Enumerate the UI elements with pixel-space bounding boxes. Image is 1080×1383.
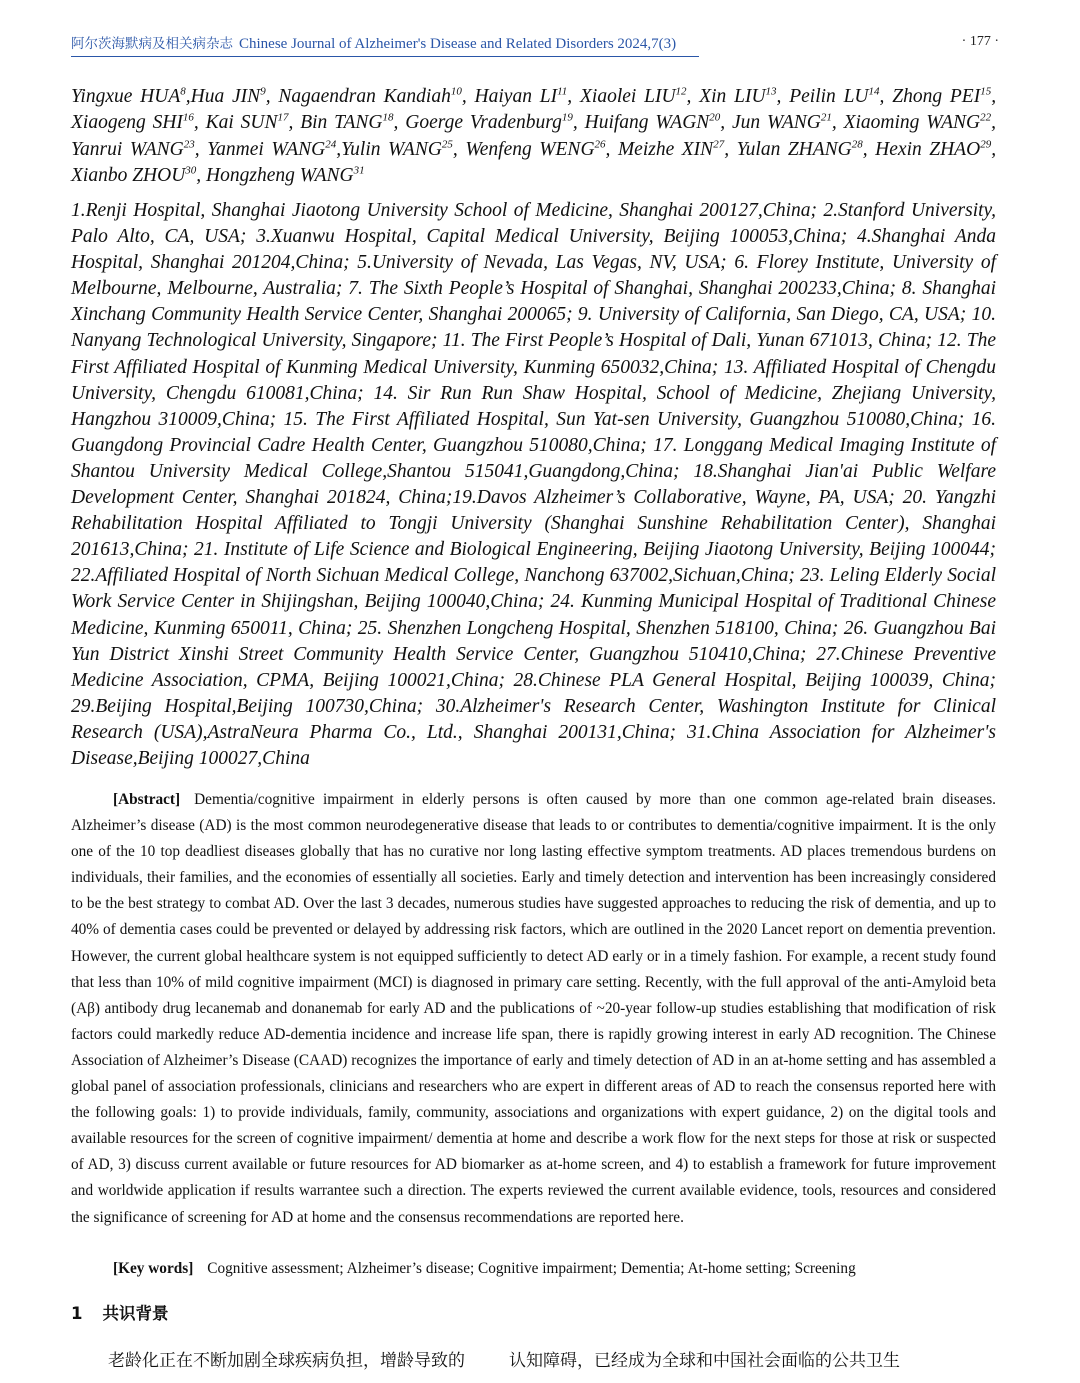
running-header [71,32,1071,56]
author-name: Bin TANG [300,112,383,134]
author-name: Yulan ZHANG [736,138,852,160]
author [789,86,879,107]
author-affiliation-ref: 20 [709,111,721,124]
author [71,112,194,133]
author [618,139,724,160]
body-paragraph [108,1347,998,1375]
author [206,165,365,186]
author [737,139,863,160]
author-name: Meizhe XIN [617,138,714,160]
author [844,112,992,133]
author-affiliation-ref: 14 [868,85,880,98]
abstract-label: [Abstract] [113,791,181,808]
author [341,139,453,160]
journal-title [71,32,676,53]
author-affiliation-ref: 17 [277,111,289,124]
section-heading [71,1300,168,1324]
page-number: · 177 · [961,34,999,49]
author [278,86,461,107]
author-affiliation-ref: 15 [980,85,992,98]
author-list: Yingxue HUA$^8$,Hua JIN$^9$, Nagaendran Kandiah$^{10}$, Haiyan LI$^{11}$, Xiaolei LIU$^{12}$, Xin LIU$^{13}$, Peilin LU$^{14}$, Zhong PEI$^{15}$, Xiaogeng SHI$^{16}$, Kai SUN$^{17}$, Bin TANG$^{18}$, Goerge Vradenburg$^{19}$, Huifang WAGN$^{20}$, Jun WANG$^{21}$, Xiaoming WANG$^{22}$, Yanrui WANG$^{23}$, Yanmei WANG$^{24}$,Yulin WANG$^{25}$, Wenfeng WENG$^{26}$, Meizhe XIN$^{27}$, Yulan ZHANG$^{28}$, Hexin ZHAO$^{29}$, Xianbo ZHOU$^{30}$, Hongzheng WANG$^{31}$ [71,85,997,187]
keywords [113,1256,993,1282]
author [405,112,573,133]
author [191,86,266,107]
author-affiliation-ref: 21 [820,111,832,124]
author-name: Xiaogeng SHI [71,112,183,134]
keywords-text: Cognitive assessment; Alzheimer’s disease; Cognitive impairment; Dementia; At-home setting; Screening [207,1260,856,1277]
author [465,139,605,160]
author-name: Hexin ZHAO [875,138,981,160]
abstract-text: Dementia/cognitive impairment in elderly persons is often caused by more than one common age-related brain diseases. Alzheimer’s disease (AD) is the most common neurodegenerative disease that leads to or contributes to dementia/cognitive impairment. It is the only one of the 10 top deadliest diseases globally that has no curative nor long lasting effective symptom treatments. AD places tremendous burdens on individuals, their families, and the economies of essentially all societies. Early and timely detection and intervention has been increasingly considered to be the best strategy to combat AD. Over the last 3 decades, numerous studies have suggested approaches to reducing the risk of dementia, and up to 40% of dementia cases could be prevented or delayed by addressing risk factors, which are outlined in the 2020 Lancet report on dementia prevention. However, the current global healthcare system is not equipped sufficiently to detect AD early or in a timely fashion. For example, a recent study found that less than 10% of mild cognitive impairment (MCI) is diagnosed in primary care setting. Recently, with the full approval of the anti-Amyloid beta (Aβ) antibody drug lecanemab and donanemab for early AD and the publications of ~20-year follow-up studies establishing that modification of risk factors could markedly reduce AD-dementia incidence and increase life span, there is rapidly growing interest in early AD recognition. The Chinese Association of Alzheimer’s Disease (CAAD) recognizes the importance of early and timely detection of AD in an at-home setting and has assembled a global panel of association professionals, clinicians and researchers who are expert in different areas of AD to reach the consensus reported here with the following goals: 1) to provide individuals, family, community, associations and organizations with expert guidance, 2) on the digital tools and available resources for the screen of cognitive impairment/ dementia at home and describe a work flow for the next steps for those at risk or suspected of AD, 3) discuss current available or future resources for AD biomarker as at-home screen, and 4) to establish a framework for future improvement and worldwide application if results warrantee such a direction. The experts reviewed the current available evidence, tools, resources and considered the significance of screening for AD at home and the consensus recommendations are reported here. [71,791,996,1226]
journal-title-en: Chinese Journal of Alzheimer's Disease and Related Disorders 2024,7(3) [239,36,677,52]
author-name: Hongzheng WANG [206,165,354,187]
author-affiliation-ref: 28 [851,138,863,151]
author-affiliation-ref: 27 [713,138,725,151]
author-affiliation-ref: 9 [260,85,266,98]
author-affiliation-ref: 25 [441,138,453,151]
author-affiliation-ref: 29 [980,138,992,151]
author [300,112,393,133]
journal-title-cn: 阿尔茨海默病及相关病杂志 [71,36,233,52]
author-name: Nagaendran Kandiah [278,86,451,107]
author-affiliation-ref: 10 [450,85,462,98]
author-name: Xin LIU [699,86,766,107]
author-name: Kai SUN [205,112,278,134]
author-affiliation-ref: 31 [353,164,365,177]
author-name: Yulin WANG [341,138,442,160]
keywords-label: [Key words] [113,1260,194,1277]
author [206,112,289,133]
author [585,112,721,133]
author [71,86,186,107]
author [580,86,687,107]
author-name: Zhong PEI [892,86,981,107]
author-affiliation-ref: 8 [180,85,186,98]
author-affiliation-ref: 30 [185,164,197,177]
header-rule [71,56,699,57]
author-name: Yanmei WANG [207,138,326,160]
author-name: Yingxue HUA [71,86,181,107]
author-affiliation-ref: 18 [382,111,394,124]
author-affiliation-ref: 22 [980,111,992,124]
author-affiliation-ref: 19 [561,111,573,124]
author-name: Yanrui WANG [71,138,184,160]
author [875,139,991,160]
author-name: Xiaolei LIU [579,86,676,107]
author-name: Xianbo ZHOU [71,165,186,187]
author [732,112,832,133]
author [207,139,336,160]
author [71,165,196,186]
author-affiliation-ref: 11 [557,85,568,98]
affiliations: 1.Renji Hospital, Shanghai Jiaotong University School of Medicine, Shanghai 200127,China; 2.Stanford University, Palo Alto, CA, USA; 3.Xuanwu Hospital, Capital Medical University, Beijing 100053,China; 4.Shanghai Anda Hospital, Shanghai 201204,China; 5.University of Nevada, Las Vegas, NV, USA; 6. Florey Institute, University of Melbourne, Melbourne, Australia; 7. The Sixth People’s Hospital of Shanghai, Shanghai 200233,China; 8. Shanghai Xinchang Community Health Service Center, Shanghai 200065; 9. University of California, San Diego, CA, USA; 10. Nanyang Technological University, Singapore; 11. The First People’s Hospital of Dali, Yunan 671013, China; 12. The First Affiliated Hospital of Kunming Medical University, Kunming 650032,China; 13. Affiliated Hospital of Chengdu University, Chengdu 610081,China; 14. Sir Run Run Shaw Hospital, School of Medicine, Zhejiang University, Hangzhou 310009,China; 15. The First Affiliated Hospital, Sun Yat-sen University, Guangzhou 510080,China; 16. Guangdong Provincial Cadre Health Center, Guangzhou 510080,China; 17. Longgang Medical Imaging Institute of Shantou University Medical College,Shantou 515041,Guangdong,China; 18.Shanghai Jian'ai Public Welfare Development Center, Shanghai 201824, China;19.Davos Alzheimer’s Collaborative, Wayne, PA, USA; 20. Yangzhi Rehabilitation Hospital Affiliated to Tongji University (Shanghai Sunshine Rehabilitation Center), Shanghai 201613,China; 21. Institute of Life Science and Biological Engineering, Beijing Jiaotong University, Beijing 100044; 22.Affiliated Hospital of North Sichuan Medical College, Nanchong 637002,Sichuan,China; 23. Leling Elderly Social Work Service Center in Shijingshan, Beijing 100040,China; 24. Kunming Municipal Hospital of Traditional Chinese Medicine, Kunming 650011, China; 25. Shenzhen Longcheng Hospital, Shenzhen 518100, China; 26. Guangzhou Bai Yun District Xinshi Street Community Health Service Center, Guangzhou 510410,China; 27.Chinese Preventive Medicine Association, CPMA, Beijing 100021,China; 28.Chinese PLA General Hospital, Beijing 100039, China; 29.Beijing Hospital,Beijing 100730,China; 30.Alzheimer's Research Center, Washington Institute for Clinical Research (USA),AstraNeura Pharma Co., Ltd., Shanghai 200131,China; 31.China Association for Alzheimer's Disease,Beijing 100027,China [71,200,996,769]
author [699,86,776,107]
author-affiliation-ref: 16 [182,111,194,124]
author-affiliation-ref: 26 [594,138,606,151]
author-affiliation-ref: 13 [765,85,777,98]
author [475,86,568,107]
author-affiliation-ref: 24 [325,138,337,151]
body-text-part2: 认知障碍，已经成为全球和中国社会面临的公共卫生 [509,1351,900,1371]
author-name: Xiaoming WANG [843,112,981,134]
author-name: Peilin LU [789,86,869,107]
author-name: Goerge Vradenburg [405,112,562,134]
author-affiliation-ref: 23 [183,138,195,151]
section-title: 共识背景 [102,1304,169,1323]
body-text-part1: 老龄化正在不断加剧全球疾病负担，增龄导致的 [108,1351,465,1371]
abstract [71,787,996,1231]
author-name: Hua JIN [190,86,261,107]
author-name: Jun WANG [732,112,821,134]
section-number: 1 [71,1304,83,1323]
author-affiliation-ref: 12 [675,85,687,98]
author-name: Wenfeng WENG [465,138,595,160]
author-name: Huifang WAGN [584,112,710,134]
author-name: Haiyan LI [474,86,558,107]
author [892,86,991,107]
author [71,139,195,160]
